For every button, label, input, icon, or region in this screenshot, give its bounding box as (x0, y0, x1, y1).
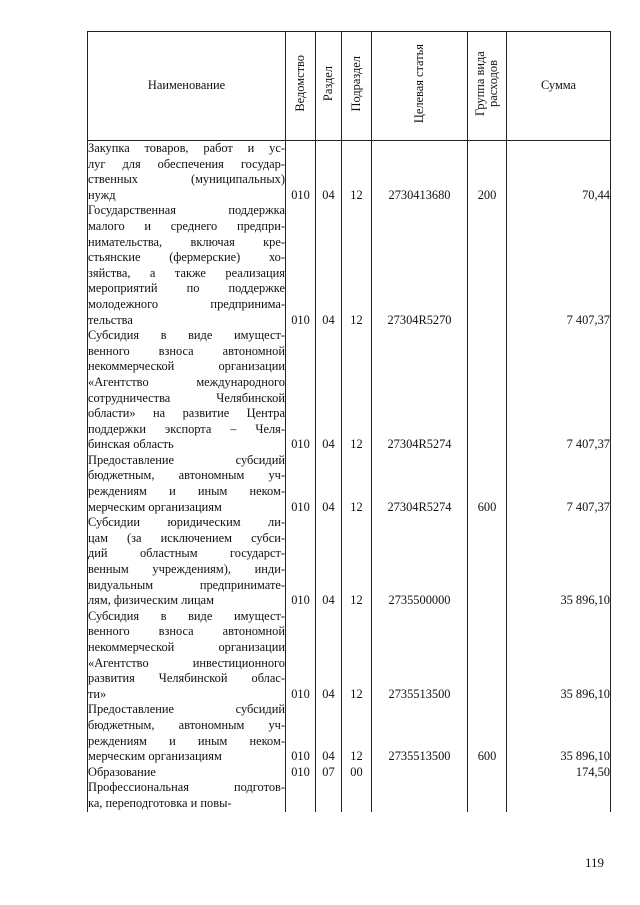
header-group: Группа вида расходов (468, 32, 507, 141)
table-row (88, 141, 611, 204)
name-line: малого и среднего предпри- (88, 218, 285, 233)
name-line: бюджетным, автономным уч- (88, 717, 285, 732)
podrazdel-cell: 12 (342, 702, 372, 764)
name-line: Субсидии юридическим ли- (88, 515, 285, 530)
target-cell: 27304R5274 (372, 328, 468, 453)
vedomstvo-cell: 010 (286, 765, 316, 781)
name-line: бинская область (88, 437, 174, 452)
row-name-cell (88, 609, 286, 703)
target-cell (372, 765, 468, 781)
name-line: Предоставление субсидий (88, 452, 285, 467)
name-line: ти» (88, 686, 107, 701)
header-sum: Сумма (507, 32, 611, 141)
podrazdel-cell: 12 (342, 141, 372, 204)
sum-cell: 35 896,10 (507, 702, 611, 764)
podrazdel-cell: 00 (342, 765, 372, 781)
header-razdel: Раздел (316, 32, 342, 141)
sum-cell: 7 407,37 (507, 453, 611, 515)
group-cell (468, 203, 507, 328)
name-line: ственных (муниципальных) (88, 172, 285, 187)
podrazdel-cell: 12 (342, 515, 372, 609)
table-row (88, 328, 611, 453)
vedomstvo-cell: 010 (286, 328, 316, 453)
name-line: области» на развитие Центра (88, 406, 285, 421)
name-line: реждениям и иным неком- (88, 733, 285, 748)
name-line: ка, переподготовка и повы- (88, 795, 232, 810)
sum-cell: 7 407,37 (507, 328, 611, 453)
sum-cell: 7 407,37 (507, 203, 611, 328)
name-line: поддержки экспорта – Челя- (88, 421, 285, 436)
table-row (88, 765, 611, 781)
name-line: стьянские (фермерские) хо- (88, 250, 285, 265)
target-cell: 2735513500 (372, 609, 468, 703)
name-line: некоммерческой организации (88, 640, 285, 654)
sum-cell: 70,44 (507, 141, 611, 204)
name-line: Субсидия в виде имущест- (88, 328, 285, 343)
name-line: некоммерческой организации (88, 359, 285, 374)
vedomstvo-cell: 010 (286, 203, 316, 328)
sum-cell: 35 896,10 (507, 609, 611, 703)
table-row (88, 203, 611, 328)
name-line: дий областным государст- (88, 546, 285, 561)
name-line: мерческим организациям (88, 499, 222, 514)
table-row (88, 453, 611, 515)
row-name-cell (88, 765, 286, 781)
name-line: нужд (88, 187, 116, 202)
vedomstvo-cell (286, 780, 316, 811)
name-line: Закупка товаров, работ и ус- (88, 141, 285, 155)
podrazdel-cell: 12 (342, 203, 372, 328)
name-line: венным учреждениям), инди- (88, 562, 285, 577)
name-line: Государственная поддержка (88, 203, 285, 218)
name-line: молодежного предпринима- (88, 296, 285, 311)
sum-cell: 35 896,10 (507, 515, 611, 609)
group-cell (468, 765, 507, 781)
podrazdel-cell: 12 (342, 609, 372, 703)
name-line: венного взноса автономной (88, 624, 285, 639)
vedomstvo-cell: 010 (286, 515, 316, 609)
podrazdel-cell: 12 (342, 453, 372, 515)
name-line: зяйства, а также реализация (88, 265, 285, 280)
table-header-row (88, 32, 611, 141)
name-line: бюджетным, автономным уч- (88, 468, 285, 483)
vedomstvo-cell: 010 (286, 141, 316, 204)
sum-cell: 174,50 (507, 765, 611, 781)
row-name-cell (88, 780, 286, 811)
target-cell: 27304R5270 (372, 203, 468, 328)
row-name-cell (88, 702, 286, 764)
target-cell (372, 780, 468, 811)
podrazdel-cell (342, 780, 372, 811)
target-cell: 27304R5274 (372, 453, 468, 515)
group-cell: 600 (468, 702, 507, 764)
name-line: венного взноса автономной (88, 343, 285, 358)
group-cell (468, 780, 507, 811)
target-cell: 2730413680 (372, 141, 468, 204)
vedomstvo-cell: 010 (286, 453, 316, 515)
razdel-cell: 04 (316, 141, 342, 204)
razdel-cell (316, 780, 342, 811)
name-line: нимательства, включая кре- (88, 234, 285, 249)
name-line: развития Челябинской облас- (88, 671, 285, 686)
name-line: Предоставление субсидий (88, 702, 285, 717)
razdel-cell: 04 (316, 203, 342, 328)
row-name-cell (88, 515, 286, 609)
name-line: сотрудничества Челябинской (88, 390, 285, 405)
podrazdel-cell: 12 (342, 328, 372, 453)
name-line: Профессиональная подготов- (88, 780, 285, 795)
group-cell (468, 609, 507, 703)
razdel-cell: 04 (316, 702, 342, 764)
name-line: «Агентство международного (88, 374, 285, 389)
row-name-cell (88, 328, 286, 453)
name-line: мерческим организациям (88, 749, 222, 764)
name-line: реждениям и иным неком- (88, 484, 285, 499)
vedomstvo-cell: 010 (286, 609, 316, 703)
name-line: Образование (88, 764, 156, 779)
page-number: 119 (585, 855, 605, 870)
group-cell: 200 (468, 141, 507, 204)
group-cell: 600 (468, 453, 507, 515)
razdel-cell: 04 (316, 609, 342, 703)
name-line: «Агентство инвестиционного (88, 655, 285, 670)
table-row (88, 780, 611, 811)
name-line: тельства (88, 312, 133, 327)
header-vedomstvo: Ведомство (286, 32, 316, 141)
razdel-cell: 04 (316, 328, 342, 453)
group-cell (468, 515, 507, 609)
table-row (88, 515, 611, 609)
row-name-cell (88, 453, 286, 515)
row-name-cell (88, 141, 286, 204)
name-line: Субсидия в виде имущест- (88, 608, 285, 623)
target-cell: 2735500000 (372, 515, 468, 609)
razdel-cell: 04 (316, 515, 342, 609)
table-row (88, 609, 611, 703)
table-body (88, 141, 611, 812)
budget-table (87, 31, 611, 812)
razdel-cell: 07 (316, 765, 342, 781)
name-line: луг для обеспечения государ- (88, 156, 285, 171)
target-cell: 2735513500 (372, 702, 468, 764)
vedomstvo-cell: 010 (286, 702, 316, 764)
header-target: Целевая статья (372, 32, 468, 141)
name-line: мероприятий по поддержке (88, 281, 285, 296)
group-cell (468, 328, 507, 453)
sum-cell (507, 780, 611, 811)
name-line: видуальным предпринимате- (88, 577, 285, 592)
header-podrazdel: Подраздел (342, 32, 372, 141)
row-name-cell (88, 203, 286, 328)
name-line: лям, физическим лицам (88, 593, 215, 608)
name-line: цам (за исключением субси- (88, 530, 285, 545)
header-name: Наименование (88, 32, 286, 141)
razdel-cell: 04 (316, 453, 342, 515)
table-row (88, 702, 611, 764)
